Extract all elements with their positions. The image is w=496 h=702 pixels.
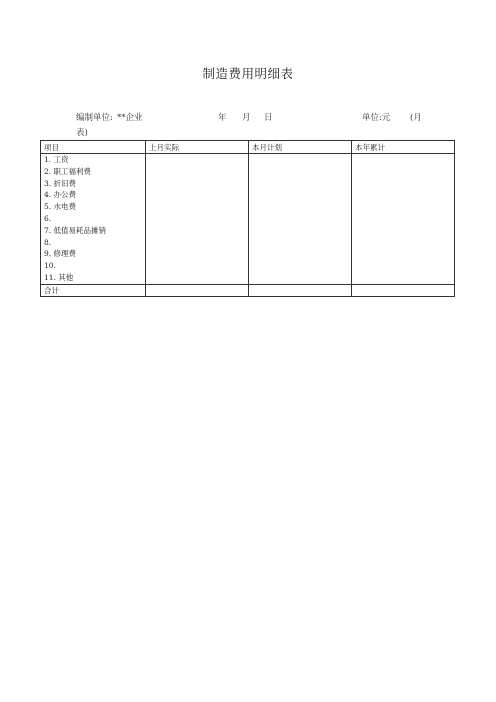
- this-month-plan-cell: [249, 154, 352, 285]
- year-label: 年: [218, 113, 227, 123]
- header-last-month-actual: 上月实际: [146, 141, 249, 154]
- list-item: 5. 水电费: [44, 202, 77, 212]
- form-code-close: 表): [76, 128, 88, 138]
- list-item: 6.: [44, 213, 52, 223]
- year-to-date-cell: [352, 154, 455, 285]
- total-this-month-cell: [249, 284, 352, 296]
- list-item: 4. 办公费: [44, 190, 77, 200]
- day-label: 日: [264, 113, 273, 123]
- unit-label: 编制单位:: [76, 113, 113, 123]
- total-label: 合计: [41, 284, 146, 296]
- list-item: 3. 折旧费: [44, 178, 77, 188]
- month-label: 月: [242, 113, 251, 123]
- list-item: 1. 工资: [44, 155, 69, 164]
- last-month-actual-cell: [146, 154, 249, 285]
- header-this-month-plan: 本月计划: [249, 141, 352, 154]
- expense-detail-table: [40, 140, 455, 297]
- currency-label: 单位:元: [362, 113, 391, 123]
- header-row: [41, 141, 455, 154]
- total-year-cell: [352, 284, 455, 296]
- form-code-open: (月: [410, 113, 422, 123]
- list-item: 7. 低值易耗品摊销: [44, 225, 107, 235]
- unit-value: **企业: [117, 113, 143, 123]
- total-last-month-cell: [146, 284, 249, 296]
- list-item: 11. 其他: [44, 272, 74, 282]
- item-list: [41, 154, 146, 285]
- list-item: 8.: [44, 237, 52, 247]
- total-row: [41, 284, 455, 296]
- list-item: 2. 职工福利费: [44, 166, 92, 176]
- items-row: [41, 154, 455, 285]
- header-year-to-date: 本年累计: [352, 141, 455, 154]
- list-item: 10.: [44, 261, 56, 271]
- header-item: 项目: [41, 141, 146, 154]
- list-item: 9. 修理费: [44, 249, 77, 259]
- page-title: 制造费用明细表: [202, 66, 294, 81]
